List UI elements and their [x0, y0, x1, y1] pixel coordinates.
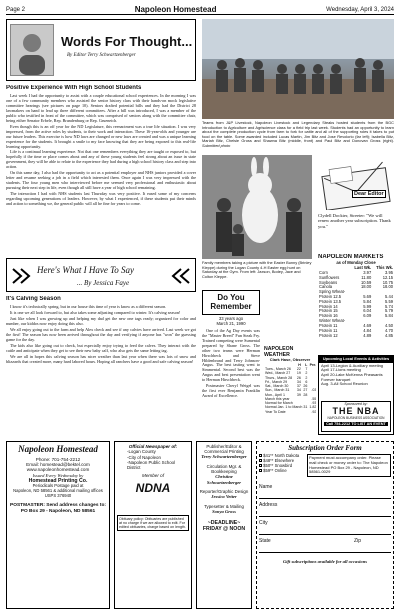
- masthead-company: Homestead Printing Co.: [28, 478, 88, 485]
- editor-portrait-icon: [11, 25, 53, 75]
- staff-box: [196, 441, 252, 609]
- article-paragraph: Last week I had the opportunity to assist with a couple educational school experiences. In the morning I was one of a few community members who assisted the senior history class with their hands-on mock legislative committee hearings (see pictures on page 10). Seniors drafted potential bills and they had the District 28 lawmakers on hand to lead up three different committees. After a bill was introduced, I was a member of the public who testified in front of the committee, which was comprised of seniors along with the committee chair, being either Senator Erbele, Rep. Brandenburg or Rep. Grueneich.: [6, 94, 196, 123]
- market-row: Protein 14 5.99 5.74: [319, 303, 393, 309]
- events-list: [319, 363, 393, 389]
- jessica-paragraph: We are all in hopes this calving season has nicer weather than last year when there was lots of snow and blizzards that created more, many hard labored hours. Hoping all ranchers have a good and safe calving season!: [6, 353, 196, 364]
- nba-sponsor: [321, 401, 391, 432]
- event-item: April 20-Lake McKenna Pheasants Forever banquet: [321, 372, 383, 382]
- market-row: Canola 18.00 18.00: [319, 284, 393, 290]
- rate-option[interactable]: $50** Snowbird: [259, 464, 305, 469]
- official-item: -Napoleon Public School District: [127, 459, 176, 470]
- rates-list: [259, 454, 305, 477]
- markets-header-row: Last Wk. This Wk.: [354, 265, 393, 271]
- masthead-box: [6, 441, 110, 609]
- staff-name: Sonya Gross: [212, 508, 236, 514]
- deadline-time: FRIDAY @ NOON: [202, 526, 246, 533]
- weather-row: Wed., March 27 19 2: [265, 371, 308, 376]
- dear-editor-graphic: [318, 160, 394, 210]
- jessica-paragraph: Just like when I was growing up and helping my dad get the new one tags ready; organized for color and number, our kiddos now enjoy doing this also.: [6, 315, 196, 326]
- livestock-students-photo: [202, 19, 394, 119]
- member-label: Member of: [142, 473, 164, 479]
- gift-note: Gift subscriptions available for all occasions: [282, 559, 368, 565]
- weather-row: Fri., March 29 34 6: [265, 379, 308, 384]
- jessica-headline: It's Calving Season: [6, 296, 61, 302]
- masthead-addr: Napoleon, ND 58561 & additional mailing offices: [13, 488, 103, 494]
- staff-role: Reporter/Graphic Design: [199, 488, 249, 494]
- subscription-title: Subscription Order Form: [288, 444, 362, 452]
- address-field[interactable]: Address: [259, 503, 391, 517]
- envelope-icon: [318, 160, 394, 210]
- remember-text: Postmaster Cheryl Weigel was the first ever Benjamin Franklin Award of Excellence.: [202, 383, 260, 399]
- bunny-caption: Family members taking a picture with the Easter Bunny (Brinley Kleppe) during the Logan County 4-H Easter egg hunt on Saturday at the Gym. From left: Jaxson, Bodey, Jace and Colton Kleppe.: [202, 261, 312, 279]
- weather-row: Mon., April 1 39 28: [265, 392, 308, 397]
- arrows-icon: [11, 265, 33, 287]
- letter-clydell: Clydell Dockter, Streeter: "We will renew another year subscription. Thank you.": [318, 213, 391, 229]
- official-title: Official Newspaper of:: [128, 444, 178, 449]
- masthead-po: PO Box 29 - Napoleon, ND 58561: [20, 508, 96, 514]
- page-header: [6, 5, 394, 15]
- arrows-icon: [169, 265, 191, 287]
- nba-sponsored-label: Sponsored by:: [344, 402, 368, 406]
- weather-summary-row: Normal Jan. 1 to March 31 1.82: [265, 405, 316, 410]
- rate-option[interactable]: $48** Elsewhere: [259, 459, 305, 464]
- weather-summary-row: Normal for March .93: [265, 401, 316, 406]
- jessica-paragraph: It is one we all look forward to, but also takes some adjusting compared to winter. It's calving season!: [10, 309, 181, 315]
- official-item: -City of Napoleon: [127, 454, 161, 460]
- nba-call: Call 754-2212 TO LIST AN EVENT: [324, 422, 388, 426]
- jessica-title: Here's What I Have To Say: [37, 265, 134, 275]
- market-row: Protein 16 6.09 5.84: [319, 313, 393, 319]
- masthead-phone: Phone: 701-754-2212: [35, 456, 81, 462]
- masthead-pub: Periodicals Postage paid at: [32, 483, 84, 489]
- jessica-paragraph: I know it's technically spring, but in our house this time of year is know as a different season.: [10, 305, 167, 309]
- state-field[interactable]: State: [259, 538, 271, 545]
- staff-name: Terry Schwartzenberger: [201, 454, 247, 460]
- dear-editor-label: Dear Editor: [354, 191, 384, 197]
- masthead-postmaster: POSTMASTER: Send address changes to:: [10, 503, 106, 509]
- weather-summary-row: March this year .55: [265, 396, 316, 401]
- jessica-paragraph: The kids also like going out to check, but especially enjoy trying to feed the calves. They interact with the cattle and anticipate when they get to see their new baby calf, who also gets the same letting tag.: [6, 342, 196, 353]
- nba-name: THE NBA: [332, 406, 380, 417]
- words-for-thought-banner: [6, 19, 196, 81]
- article-headline: Positive Experience With High School Students: [6, 85, 142, 91]
- staff-name: Christine Schwartzenberger: [206, 474, 242, 485]
- jessica-banner: [6, 258, 196, 292]
- newspaper-title: Napoleon Homestead: [134, 5, 217, 14]
- weather-header-row: H L Pre.: [298, 362, 316, 367]
- article-paragraph: On this same day, I also had the opportunity to act as a potential employer and NHS juniors provided a cover letter and resume seeking a job in a field which interested them. Once again I was very impressed with the students. The four young men who interviewed before me seemed very professional and enthusiastic about pursuing their next step in life, even though all still have a year of high school remaining.: [6, 170, 196, 191]
- article-paragraph: The interaction I had with NHS students last Thursday was very positive. It eased some of my concerns regarding upcoming generations of leaders. However, by what I experienced, if these students put their minds and action to something we, the general public will all be fine for years to come.: [6, 191, 196, 207]
- events-title: Upcoming Local Events & Activities: [319, 356, 393, 363]
- jessica-body: [6, 305, 196, 437]
- easter-bunny-icon: [202, 155, 312, 259]
- remember-text: One of the Ag Day events was the "Master Breed" Fun Steak Fry. Trained competing were Sumental prepared by Shane Gross. The other two teams were Herman Hirschbeck and Steve Hildenbrand and Terry Johnson-Angus. The best tasting went to Simmental. Second best was the Angus and best presentation went to Herman Hirschbeck.: [202, 327, 260, 383]
- column-byline: By Editor Terry Schwartzenberger: [67, 53, 136, 58]
- markets-box: [318, 254, 394, 350]
- state-zip-row: [259, 539, 391, 553]
- weather-row: Tues., March 26 22 7: [265, 367, 308, 372]
- market-row: Protein 12.5 5.69 5.44: [319, 294, 393, 299]
- weather-summary-row: Year To Date .92: [265, 409, 316, 414]
- weather-subtitle: Clark Hase, Observer: [269, 357, 311, 363]
- article-paragraph: Life is a continual learning experience. Not that one remembers everything they are taught or exposed to, but hopefully if the time or place comes about and any of these young students feel strong about an issue in state government, they will be able to relate to the experience they had during a high school history class and step into action.: [6, 149, 196, 170]
- photo-caption: [202, 121, 394, 153]
- remember-title: Do You Remember: [202, 290, 260, 315]
- name-field[interactable]: Name: [259, 485, 391, 499]
- events-box: [318, 355, 394, 435]
- market-row: Sunflowers 11.80 12.15: [319, 274, 393, 280]
- jessica-paragraph: We all enjoy going out to the farm and help Alex check and see if any calvies have arrived. Last week we got the first! The season has now been arrived throughout the day and verifying if anyone has "won" the guessing game for the day.: [6, 326, 196, 342]
- official-box: [114, 441, 192, 609]
- weather-box: [264, 346, 316, 436]
- staff-role: Publisher/Editor &: [206, 444, 242, 449]
- group-photo-icon: [202, 19, 394, 119]
- markets-subtitle: as of Monday Close: [336, 260, 376, 266]
- event-item: April 17-Lions meeting: [321, 367, 361, 373]
- masthead-title: Napoleon Homestead: [18, 444, 98, 454]
- market-row: Protein 13.5 5.84 5.59: [319, 298, 393, 304]
- market-row: Corn 3.97 3.95: [319, 269, 393, 275]
- staff-role: Circulation Mgr. & Bookkeeping: [206, 463, 242, 474]
- staff-name: Jessica Vetter: [211, 494, 237, 500]
- mail-instructions: Payment must accompany order. Please mail check or money order to: The Napoleon Homestead PO Box 29 - Napoleon, ND 58561-0029: [307, 454, 391, 477]
- nba-sub: NAPOLEON BUSINESS ASSOCIATION: [327, 415, 385, 420]
- column-title: Words For Thought...: [61, 34, 193, 49]
- market-row: Protein 11 4.84 4.70: [319, 327, 393, 333]
- issue-date: Wednesday, April 3, 2024: [326, 6, 394, 13]
- remember-date: March 21, 1990: [216, 320, 246, 326]
- markets-title: NAPOLEON MARKETS: [318, 254, 384, 260]
- page-number: Page 2: [6, 6, 26, 13]
- article-body: [6, 94, 196, 252]
- rate-option[interactable]: $41** North Dakota: [259, 454, 305, 459]
- rate-option[interactable]: $59** Online: [259, 469, 305, 474]
- weather-title: NAPOLEON WEATHER: [264, 346, 294, 359]
- market-row: Winter Wheat-: [319, 318, 346, 324]
- event-item: April 13-Legion & Auxiliary meeting: [321, 362, 384, 368]
- city-field[interactable]: City: [259, 521, 391, 535]
- market-row: Spring Wheat-: [319, 289, 346, 295]
- remember-years: 33 years ago: [218, 315, 244, 321]
- easter-bunny-photo: [202, 155, 312, 259]
- masthead-web: www.napoleonhomestead.com: [26, 467, 90, 473]
- markets-table: [318, 266, 394, 338]
- article-paragraph: Even though this is an off year for the ND Legislature, this reenactment was a true life situation. I was very impressed, from the active roles by students, to their work and interaction. These 16-year-olds and younger are our future leaders. This exercise is how ND laws are changed or new laws are created and was a unique learning experience for the students. It brought a smile to my face knowing that they are being exposed to this real-life learning opportunity.: [6, 123, 196, 149]
- masthead-email: Email: homestead@bektel.com: [26, 462, 90, 468]
- editor-photo: [10, 24, 54, 76]
- jessica-byline: ... By Jessica Faye: [77, 279, 130, 287]
- market-row: Protein 11 4.69 4.50: [319, 322, 393, 328]
- staff-role: Typesetter & Mailing: [204, 503, 244, 509]
- deadline-label: ~DEADLINE~: [207, 520, 241, 527]
- weather-table: [264, 363, 316, 414]
- weather-row: Thurs., March 28 26 2: [265, 375, 308, 380]
- ndna-logo: NDNA: [135, 480, 171, 495]
- event-item: Aug. 3-All School Reunion: [321, 381, 368, 387]
- weather-row: Sun., March 31 34 27 .03: [265, 388, 316, 393]
- market-row: Protein 15 6.04 5.79: [319, 308, 393, 314]
- subscription-form: [256, 441, 394, 609]
- obituary-policy: Obituary policy: Obituaries are published at no charge if we are allowed to edit. For edited obituaries, charge based on length.: [117, 515, 189, 532]
- staff-role: Commercial Printing: [204, 449, 244, 455]
- weather-row: Sat., March 30 37 26: [265, 384, 308, 389]
- photo-caption-text: Teams from J&P Livestock, Napoleon Livestock and Legendary Steaks hosted students from the BGC Introduction to Agriculture and Agriscience class for a field trip last week. Students had an opportunity to learn about the complete production cycle from farm to fork for cattle and all of the supporting roles it takes to put food on the table. Some awarded included Lucas Martin, Jim Bitz and Jose Revolorio (far left); Isabella Bitz, Mariah Bitz, Chelsie Gross and Shawna Bitz (middle, front) and Paul Bitz and Donovan Gross (right).: [202, 121, 394, 144]
- masthead-usps: USPS 376940: [44, 493, 72, 499]
- remember-column: [202, 290, 260, 436]
- masthead-issued: Issued Every Wednesday by: [32, 472, 84, 478]
- official-item: -Logan County: [127, 449, 156, 455]
- market-row: Protein 12 4.89 4.85: [319, 332, 393, 338]
- photo-credit: Submitted photo: [202, 143, 231, 149]
- market-row: Soybeans 10.59 10.75: [319, 279, 393, 285]
- zip-field[interactable]: Zip: [354, 538, 361, 545]
